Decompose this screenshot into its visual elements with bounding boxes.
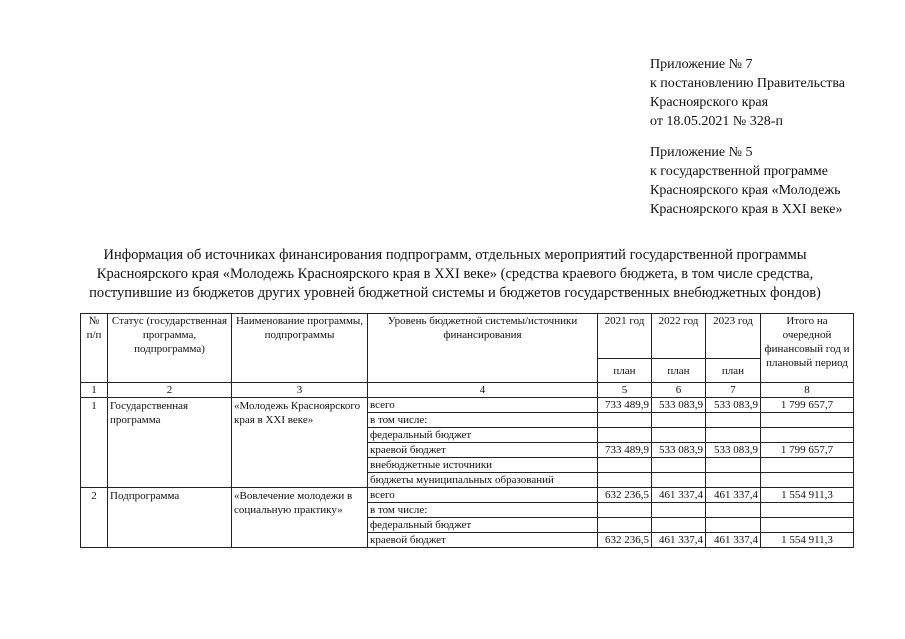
value-2022	[652, 473, 706, 488]
value-2023: 533 083,9	[706, 443, 761, 458]
value-2022: 533 083,9	[652, 398, 706, 413]
row-level: федеральный бюджет	[368, 518, 598, 533]
value-2023: 461 337,4	[706, 533, 761, 548]
financing-table	[80, 313, 854, 548]
col-number: 3	[232, 383, 368, 398]
row-number: 2	[81, 488, 108, 548]
table-row	[81, 488, 854, 503]
value-2022	[652, 503, 706, 518]
value-2021	[598, 458, 652, 473]
value-total	[761, 503, 854, 518]
title-line: Красноярского края «Молодежь Красноярского края в XXI веке» (средства краевого бюджета, в том числе средства,	[96, 266, 814, 282]
value-total	[761, 413, 854, 428]
appendix-5-line: Красноярского края «Молодежь	[650, 183, 841, 198]
header-plan: план	[598, 359, 652, 383]
row-program-name: «Вовлечение молодежи в социальную практику»	[232, 488, 368, 548]
col-number: 7	[706, 383, 761, 398]
header-plan: план	[652, 359, 706, 383]
row-level: краевой бюджет	[368, 533, 598, 548]
row-program-name: «Молодежь Красноярского края в XXI веке»	[232, 398, 368, 488]
row-level: в том числе:	[368, 413, 598, 428]
value-total	[761, 428, 854, 443]
value-2021	[598, 518, 652, 533]
table-row	[81, 398, 854, 413]
row-level: внебюджетные источники	[368, 458, 598, 473]
header-level: Уровень бюджетной системы/источники финансирования	[368, 314, 598, 383]
appendix-7-line: от 18.05.2021 № 328-п	[650, 114, 783, 129]
value-2022: 533 083,9	[652, 443, 706, 458]
row-level: краевой бюджет	[368, 443, 598, 458]
value-2021: 632 236,5	[598, 533, 652, 548]
title-line: Информация об источниках финансирования подпрограмм, отдельных мероприятий государственной программы	[103, 247, 807, 263]
value-total	[761, 458, 854, 473]
value-total: 1 554 911,3	[761, 488, 854, 503]
value-2023	[706, 518, 761, 533]
appendix-7-line: Красноярского края	[650, 95, 769, 110]
col-number: 2	[108, 383, 232, 398]
row-level: всего	[368, 488, 598, 503]
value-2023	[706, 413, 761, 428]
col-number: 8	[761, 383, 854, 398]
header-plan: план	[706, 359, 761, 383]
appendix-5-line: Приложение № 5	[650, 145, 753, 160]
value-2022	[652, 518, 706, 533]
value-2021: 733 489,9	[598, 398, 652, 413]
value-2022	[652, 428, 706, 443]
value-2021: 733 489,9	[598, 443, 652, 458]
value-total: 1 799 657,7	[761, 443, 854, 458]
row-level: в том числе:	[368, 503, 598, 518]
document-title	[60, 246, 850, 303]
value-2022: 461 337,4	[652, 488, 706, 503]
appendix-7-header	[650, 55, 900, 131]
header-num: № п/п	[81, 314, 108, 383]
header-2022: 2022 год	[652, 314, 706, 359]
value-2021	[598, 413, 652, 428]
col-number: 6	[652, 383, 706, 398]
value-2023	[706, 458, 761, 473]
appendix-7-line: Приложение № 7	[650, 57, 753, 72]
value-total	[761, 518, 854, 533]
appendix-5-header	[650, 143, 900, 219]
value-2023	[706, 473, 761, 488]
row-status: Подпрограмма	[108, 488, 232, 548]
header-total: Итого на очередной финансовый год и плановый период	[761, 314, 854, 383]
col-number: 5	[598, 383, 652, 398]
value-2021	[598, 428, 652, 443]
value-2023: 533 083,9	[706, 398, 761, 413]
appendix-7-line: к постановлению Правительства	[650, 76, 846, 91]
row-status: Государственная программа	[108, 398, 232, 488]
value-total: 1 799 657,7	[761, 398, 854, 413]
header-status: Статус (государственная программа, подпрограмма)	[108, 314, 232, 383]
title-line: поступившие из бюджетов других уровней бюджетной системы и бюджетов государственных внебюджетных фондов)	[89, 285, 821, 301]
appendix-5-line: Красноярского края в XXI веке»	[650, 202, 843, 217]
value-total: 1 554 911,3	[761, 533, 854, 548]
header-2021: 2021 год	[598, 314, 652, 359]
value-2021	[598, 473, 652, 488]
value-2023	[706, 428, 761, 443]
row-level: всего	[368, 398, 598, 413]
value-2022	[652, 458, 706, 473]
row-level: федеральный бюджет	[368, 428, 598, 443]
value-2023	[706, 503, 761, 518]
value-2022: 461 337,4	[652, 533, 706, 548]
value-2021	[598, 503, 652, 518]
value-total	[761, 473, 854, 488]
value-2022	[652, 413, 706, 428]
appendix-5-line: к государственной программе	[650, 164, 828, 179]
header-name: Наименование программы, подпрограммы	[232, 314, 368, 383]
value-2023: 461 337,4	[706, 488, 761, 503]
value-2021: 632 236,5	[598, 488, 652, 503]
header-2023: 2023 год	[706, 314, 761, 359]
row-level: бюджеты муниципальных образований	[368, 473, 598, 488]
col-number: 1	[81, 383, 108, 398]
row-number: 1	[81, 398, 108, 488]
col-number: 4	[368, 383, 598, 398]
